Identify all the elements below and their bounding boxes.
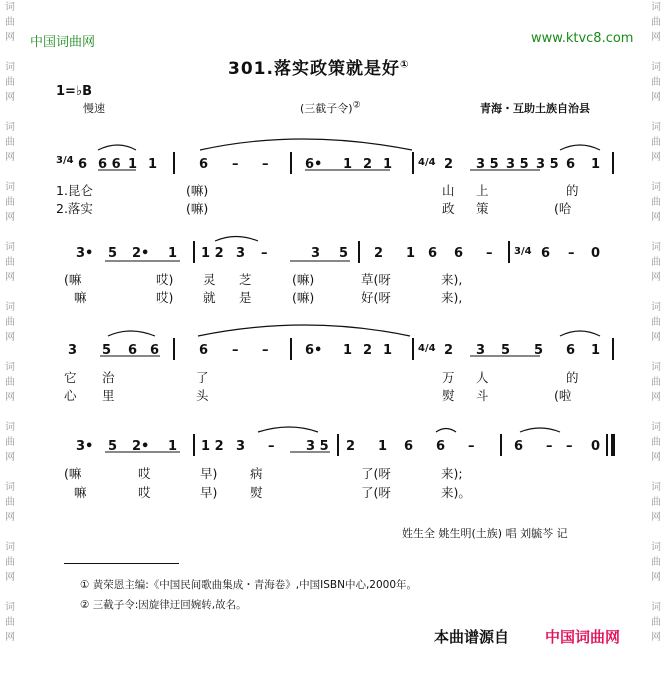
bar-line — [193, 434, 195, 456]
lyric: (嘛) — [186, 183, 209, 198]
note: 3 — [68, 343, 78, 358]
note: 3 5 — [506, 157, 529, 172]
lyrics-row-3a — [56, 368, 616, 384]
footer-site-link[interactable]: 中国词曲网 — [545, 628, 621, 646]
lyric: 草(呀 — [361, 272, 391, 287]
lyric: (哈 — [554, 201, 572, 216]
lyric: 策 — [476, 201, 489, 216]
note: 6 — [128, 343, 138, 358]
key-signature: 1=♭B — [56, 84, 92, 99]
lyric: 哎 — [138, 485, 151, 500]
note: 3• — [76, 246, 94, 261]
lyrics-row-3b — [56, 386, 616, 402]
final-bar-line — [606, 434, 608, 456]
note: 2 — [363, 343, 373, 358]
note: 3• — [76, 439, 94, 454]
lyric: 哎 — [138, 466, 151, 481]
note: 2 — [444, 343, 454, 358]
lyric: 好(呀 — [361, 290, 391, 305]
lyric: 了 — [196, 370, 209, 385]
lyric: 的 — [566, 370, 579, 385]
lyric: 是 — [239, 290, 252, 305]
lyric: 哎) — [156, 290, 174, 305]
right-watermark-strip: 词 曲 网 词 曲 网 词 曲 网 词 曲 网 词 曲 网 词 曲 网 词 曲 网 词 曲 网 词 曲 网 词 曲 网 词 曲 网 — [651, 2, 661, 643]
lyric: (嘛) — [292, 272, 315, 287]
lyric: 治 — [102, 370, 115, 385]
bar-line — [173, 338, 175, 360]
note: 1 2 — [201, 439, 224, 454]
note: 6 — [566, 343, 576, 358]
note: 1 — [168, 246, 178, 261]
note: 3 — [236, 246, 246, 261]
note: 6• — [305, 157, 323, 172]
dash: – — [262, 157, 269, 172]
bar-line — [412, 338, 414, 360]
note: 1 — [383, 157, 393, 172]
note: 6 — [514, 439, 524, 454]
note: 3 5 — [306, 439, 329, 454]
lyric: 万 — [442, 370, 455, 385]
lyric: 上 — [476, 183, 489, 198]
lyrics-row-4b — [56, 483, 616, 499]
note: 6 — [436, 439, 446, 454]
lyric: 嘛 — [74, 290, 87, 305]
bar-line — [290, 338, 292, 360]
site-name-link[interactable]: 中国词曲网 — [30, 35, 96, 50]
note: 2• — [132, 246, 150, 261]
dash: – — [468, 439, 475, 454]
note: 3 — [476, 343, 486, 358]
bar-line — [173, 152, 175, 174]
note: 5 — [534, 343, 544, 358]
note: 3 — [236, 439, 246, 454]
lyric: 了(呀 — [361, 466, 391, 481]
note: 1 — [168, 439, 178, 454]
lyric: 早) — [200, 466, 218, 481]
lyric: (啦 — [554, 388, 572, 403]
bar-line — [500, 434, 502, 456]
lyric: 头 — [196, 388, 209, 403]
footnote-1: ① 黄荣恩主编:《中国民间歌曲集成・青海卷》,中国ISBN中心,2000年。 — [80, 579, 418, 591]
notation-row-3 — [56, 343, 616, 359]
lyrics-row-1a — [56, 181, 616, 197]
note: 6 — [78, 157, 88, 172]
lyrics-row-2a — [56, 270, 616, 286]
lyric: 政 — [442, 201, 455, 216]
left-watermark-strip: 词 曲 网 词 曲 网 词 曲 网 词 曲 网 词 曲 网 词 曲 网 词 曲 网 词 曲 网 词 曲 网 词 曲 网 词 曲 网 — [5, 2, 15, 643]
dash: – — [232, 157, 239, 172]
notation-row-2 — [56, 246, 616, 262]
lyrics-row-4a — [56, 464, 616, 480]
notation-row-1 — [56, 157, 616, 173]
dash: – — [232, 343, 239, 358]
lyric: 早) — [200, 485, 218, 500]
note: 1 — [383, 343, 393, 358]
lyric: 了(呀 — [361, 485, 391, 500]
final-bar-line — [611, 434, 615, 456]
bar-line — [412, 152, 414, 174]
note: 6 — [454, 246, 464, 261]
lyric: (嘛) — [186, 201, 209, 216]
lyric: 熨 — [250, 485, 263, 500]
lyric: 熨 — [442, 388, 455, 403]
slur — [198, 325, 410, 336]
rest: 0 — [591, 439, 601, 454]
slur — [200, 139, 412, 150]
rest: 0 — [591, 246, 601, 261]
lyric: 山 — [442, 183, 455, 198]
lyric: 哎) — [156, 272, 174, 287]
note: 2 — [374, 246, 384, 261]
note: 5 — [108, 439, 118, 454]
slur — [258, 427, 318, 432]
note: 1 — [591, 157, 601, 172]
note: 5 — [339, 246, 349, 261]
site-url-link[interactable]: www.ktvc8.com — [531, 31, 634, 46]
title-footnote-mark: ① — [399, 59, 410, 71]
note: 1 2 — [201, 246, 224, 261]
lyric: 芝 — [239, 272, 252, 287]
lyrics-row-2b — [56, 288, 616, 304]
footnote-divider — [64, 563, 179, 564]
note: 2 — [444, 157, 454, 172]
note: 6 — [428, 246, 438, 261]
lyric: (嘛 — [64, 466, 82, 481]
lyric: (嘛) — [292, 290, 315, 305]
note: 1 — [128, 157, 138, 172]
dash: – — [546, 439, 553, 454]
lyric: 斗 — [476, 388, 489, 403]
lyric: 里 — [102, 388, 115, 403]
note: 1 — [406, 246, 416, 261]
lyric: 人 — [476, 370, 489, 385]
note: 2• — [132, 439, 150, 454]
note: 6 — [199, 343, 209, 358]
note: 5 — [108, 246, 118, 261]
lyric: 2.落实 — [56, 201, 93, 216]
lyric: 的 — [566, 183, 579, 198]
note: 1 — [148, 157, 158, 172]
slur — [436, 429, 456, 433]
note: 3 5 — [536, 157, 559, 172]
dash: – — [262, 343, 269, 358]
lyric: (嘛 — [64, 272, 82, 287]
lyric: 它 — [64, 370, 77, 385]
performer-credit: 姓生全 姚生明(土族) 唱 刘毓芩 记 — [402, 527, 568, 540]
slur — [520, 428, 560, 432]
note: 3 5 — [476, 157, 499, 172]
genre-text: (三截子令) — [300, 102, 353, 115]
bar-line — [193, 241, 195, 263]
dash: – — [268, 439, 275, 454]
genre-footnote-mark: ② — [352, 100, 361, 111]
lyric: 心 — [64, 388, 77, 403]
notation-row-4 — [56, 439, 616, 455]
lyric: 来), — [441, 290, 463, 305]
lyric: 灵 — [203, 272, 216, 287]
note: 1 — [343, 343, 353, 358]
note: 6• — [305, 343, 323, 358]
slur — [98, 145, 136, 150]
note: 5 — [102, 343, 112, 358]
note: 2 — [363, 157, 373, 172]
lyrics-row-1b — [56, 199, 616, 215]
note: 2 — [346, 439, 356, 454]
time-signature: 3/4 — [514, 246, 532, 257]
bar-line — [358, 241, 360, 263]
note: 6 — [199, 157, 209, 172]
lyric: 就 — [203, 290, 216, 305]
footnote-2: ② 三截子令:因旋律迂回婉转,故名。 — [80, 599, 247, 611]
dash: – — [261, 246, 268, 261]
bar-line — [337, 434, 339, 456]
dash: – — [486, 246, 493, 261]
slur — [560, 331, 600, 336]
note: 6 — [566, 157, 576, 172]
dash: – — [568, 246, 575, 261]
tempo-marking: 慢速 — [83, 102, 105, 115]
lyric: 来)。 — [441, 485, 471, 500]
lyric: 病 — [250, 466, 263, 481]
slur — [215, 237, 258, 242]
slur — [108, 331, 155, 336]
time-signature: 3/4 — [56, 155, 74, 166]
note: 6 — [150, 343, 160, 358]
note: 1 — [343, 157, 353, 172]
lyric: 嘛 — [74, 485, 87, 500]
time-signature: 4/4 — [418, 157, 436, 168]
bar-line — [290, 152, 292, 174]
note: 1 — [591, 343, 601, 358]
note: 6 — [541, 246, 551, 261]
dash: – — [566, 439, 573, 454]
lyric: 1.昆仑 — [56, 183, 93, 198]
region-label: 青海・互助土族自治县 — [480, 102, 590, 115]
slur — [560, 145, 600, 150]
note: 6 — [404, 439, 414, 454]
bar-line — [612, 338, 614, 360]
bar-line — [508, 241, 510, 263]
time-signature: 4/4 — [418, 343, 436, 354]
bar-line — [612, 152, 614, 174]
footer-source-label: 本曲谱源自 — [434, 628, 510, 646]
note: 6 6 — [98, 157, 121, 172]
lyric: 来), — [441, 272, 463, 287]
note: 3 — [311, 246, 321, 261]
song-title-text: 301.落实政策就是好 — [228, 59, 400, 79]
note: 5 — [501, 343, 511, 358]
note: 1 — [378, 439, 388, 454]
lyric: 来); — [441, 466, 463, 481]
